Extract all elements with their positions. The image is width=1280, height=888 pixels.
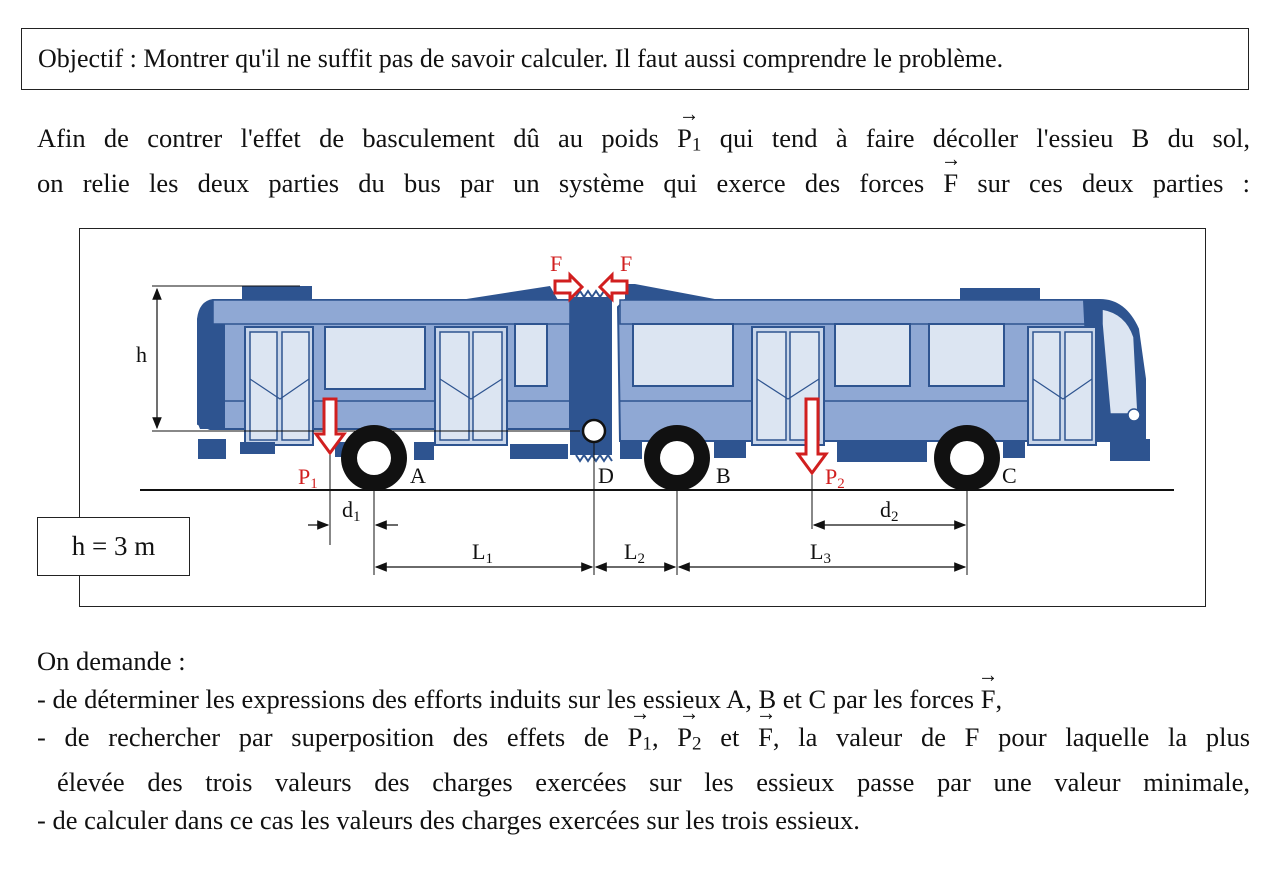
intro-line-2 — [37, 164, 1250, 202]
bus-diagram-svg — [80, 229, 1207, 608]
headlight — [1128, 409, 1140, 421]
intro-paragraph — [37, 119, 1250, 202]
roof-ramp-left — [460, 286, 558, 300]
question-2 — [37, 718, 1250, 763]
skirt-8 — [837, 442, 927, 462]
vector-p1-letter: P — [677, 123, 692, 153]
q2-vector-f — [758, 718, 773, 756]
h-value-box — [37, 517, 190, 576]
q2-vector-f-letter: F — [758, 722, 773, 752]
question-2-end: , la valeur de F pour laquelle la plus — [772, 722, 1251, 752]
intro-text-b: qui tend à faire décoller l'essieu B du sol, — [701, 123, 1251, 153]
vector-f-letter: F — [943, 168, 959, 199]
l2-label: L2 — [624, 539, 645, 567]
q1-vector-f — [981, 680, 996, 718]
q2-vector-p1-sub: 1 — [642, 733, 652, 755]
skirt-7 — [714, 442, 746, 458]
wheel-a — [341, 425, 407, 491]
window-3 — [633, 324, 733, 386]
q2-sep-2: et — [701, 722, 759, 752]
point-c-label: C — [1002, 463, 1017, 488]
wheel-c — [934, 425, 1000, 491]
skirt-1 — [198, 439, 226, 459]
front-roof-strip — [213, 300, 570, 324]
question-1-text: - de déterminer les expressions des efforts induits sur les essieux A, B et C par les forces — [37, 684, 981, 714]
p2-label: P2 — [825, 464, 845, 492]
d2-label: d2 — [880, 497, 899, 525]
rear-roof-strip — [620, 300, 1098, 324]
roof-unit-1 — [242, 286, 312, 300]
h-label: h — [136, 342, 147, 367]
intro-text-c: on relie les deux parties du bus par un système qui exerce des forces — [37, 168, 944, 199]
l3-label: L3 — [810, 539, 831, 567]
question-1-end: , — [995, 684, 1003, 714]
intro-text-d: sur ces deux parties : — [958, 168, 1250, 199]
skirt-9 — [1003, 442, 1025, 458]
skirt-5 — [240, 442, 275, 454]
vector-p1 — [677, 119, 701, 164]
q1-vector-f-letter: F — [980, 684, 996, 714]
l1-label: L1 — [472, 539, 493, 567]
f-right-label: F — [620, 251, 633, 276]
skirt-6 — [620, 441, 642, 459]
q2-vector-p2 — [677, 718, 701, 763]
window-4 — [835, 324, 910, 386]
skirt-4 — [510, 444, 568, 459]
intro-text-a: Afin de contrer l'effet de basculement dû au poids — [37, 123, 678, 153]
l1-dimension — [376, 539, 592, 567]
window-5 — [929, 324, 1004, 386]
d2-dimension — [814, 497, 965, 525]
f-arrow-right-icon — [600, 275, 627, 299]
questions-section — [37, 642, 1250, 839]
intro-line-1 — [37, 119, 1250, 164]
skirt-10 — [1110, 439, 1150, 461]
p1-label: P1 — [298, 464, 318, 492]
q2-vector-p2-sub: 2 — [692, 733, 702, 755]
wheel-b — [644, 425, 710, 491]
point-d-label: D — [598, 463, 614, 488]
hinge-d — [583, 420, 605, 442]
bus-diagram — [79, 228, 1206, 607]
window-1 — [325, 327, 425, 389]
question-2-continued: élevée des trois valeurs des charges exercées sur les essieux passe par une valeur minimale, — [57, 767, 1250, 798]
roof-ramp-right — [625, 284, 720, 300]
door-2 — [435, 327, 507, 445]
vector-p1-sub: 1 — [691, 134, 702, 156]
q2-sep-1: , — [651, 722, 678, 752]
q2-vector-p1 — [628, 718, 652, 763]
door-4 — [1028, 327, 1096, 445]
l2-dimension — [596, 539, 675, 567]
d1-dimension — [308, 497, 398, 525]
f-left-label: F — [550, 251, 563, 276]
q2-vector-p1-letter: P — [627, 722, 643, 752]
q2-vector-p2-letter: P — [677, 722, 693, 752]
point-a-label: A — [410, 463, 426, 488]
articulation — [570, 291, 612, 461]
question-2-text: - de rechercher par superposition des effets de — [37, 722, 628, 752]
window-2 — [515, 324, 547, 386]
vector-f — [943, 164, 958, 202]
d1-label: d1 — [342, 497, 361, 525]
objective-box — [21, 28, 1249, 90]
h-value-text: h = 3 m — [71, 531, 156, 561]
objective-text: Objectif : Montrer qu'il ne suffit pas de savoir calculer. Il faut aussi comprendre le problème. — [38, 44, 1004, 73]
point-b-label: B — [716, 463, 731, 488]
skirt-3 — [414, 442, 434, 460]
questions-title: On demande : — [37, 646, 186, 676]
door-1 — [245, 327, 313, 445]
l3-dimension — [679, 539, 965, 567]
question-3: - de calculer dans ce cas les valeurs des charges exercées sur les trois essieux. — [37, 805, 860, 836]
